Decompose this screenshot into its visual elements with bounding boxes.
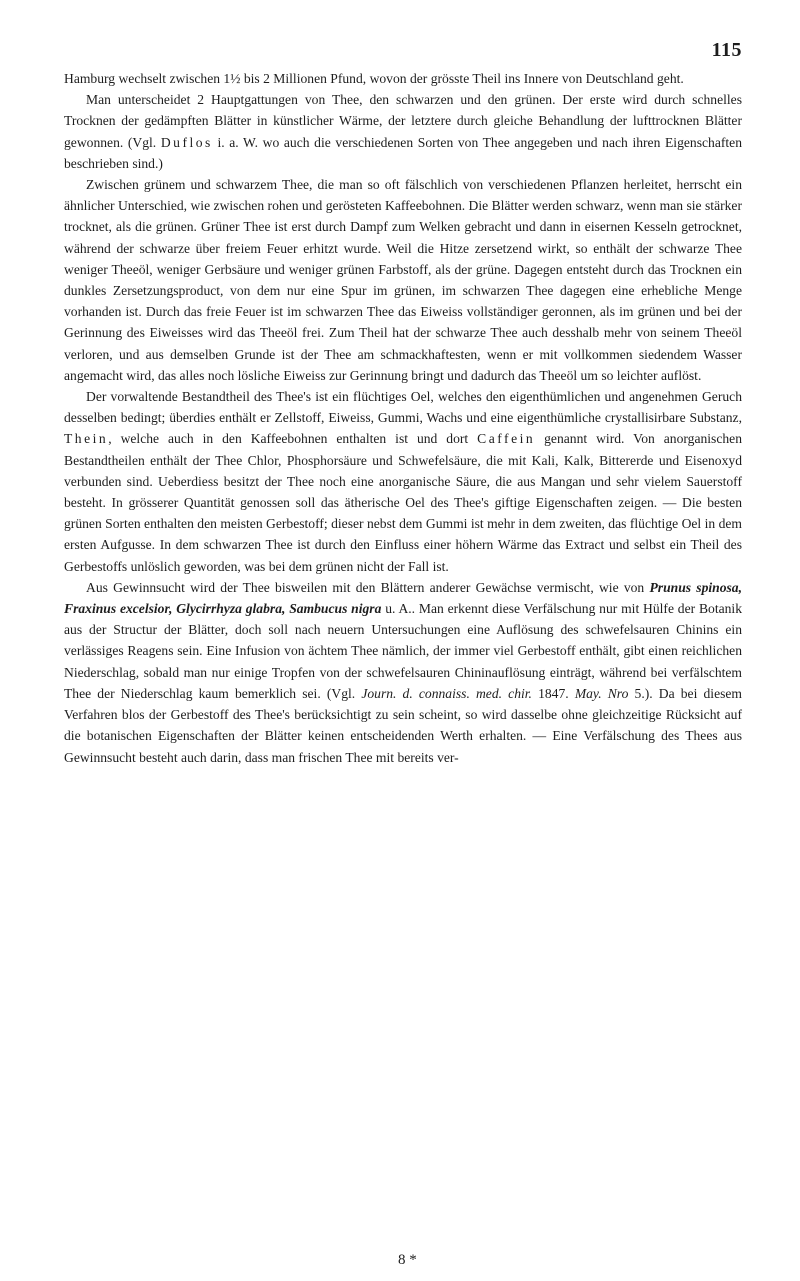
text-run: genannt wird. Von anorganischen Bestandtheilen enthält der Thee Chlor, Phosphorsäure und Schwefelsäure, die mit Kali, Kalk, Bittererde und Eisenoxyd verbunden sind. Ueberdiess besitzt der Thee noch eine anorganische Säure, die aus Mangan und sehr vielem Sauerstoff besteht. In grösserer Quantität genossen soll das ätherische Oel des Thee's giftige Eigenschaften zeigen. — Die besten grünen Sorten enthalten den meisten Gerbestoff; dieser nebst dem Gummi ist mehr in dem zweiten, das flüchtige Oel in dem ersten Aufgusse. In dem schwarzen Thee ist durch den Einfluss einer höhern Wärme das Extract und selbst ein Theil des Gerbestoffs unlöslich geworden, was bei dem grünen nicht der Fall ist. — [64, 431, 743, 574]
text-run: Man unterscheidet 2 Hauptgattungen von Thee, den schwarzen und den grünen. Der erste wird durch schnelles Trocknen der gedämpften Blätter in künstlicher Wärme, der letztere durch gleiche Behandlung der lufttrocknen Blätter gewonnen. (Vgl. — [64, 92, 742, 150]
text-run: Hamburg wechselt zwischen 1½ bis 2 Millionen Pfund, wovon der grösste Theil ins Innere von Deutschland geht. — [64, 71, 684, 86]
text-run: Caffein — [477, 431, 536, 447]
signature-mark: 8 * — [398, 1252, 417, 1268]
body-text — [64, 68, 742, 768]
paragraph — [64, 577, 742, 768]
text-run: Zwischen grünem und schwarzem Thee, die man so oft fälschlich von verschiedenen Pflanzen herleitet, herrscht ein ähnlicher Unterschied, wie zwischen rohen und gerösteten Kaffeebohnen. Die Blätter werden schwarz, wenn man sie stärker trocknet, als die grünen. Grüner Thee ist erst durch Dampf zum Welken gebracht und dann in eisernen Kesseln getrocknet, während der schwarze über freiem Feuer erhitzt wurde. Weil die Hitze zersetzend wirkt, so enthält der schwarze Thee weniger Theeöl, weniger Gerbsäure und weniger grünen Farbstoff, als der grüne. Dagegen entsteht durch das Trocknen ein dunkles Zersetzungsproduct, von dem nur eine Spur im grünen, im schwarzen Thee dagegen eine erhebliche Menge vorhanden ist. Durch das freie Feuer ist im schwarzen Thee das Eiweiss vollständiger geronnen, als im grünen und bei der Gerinnung des Eiweisses wird das Theeöl frei. Zum Theil hat der schwarze Thee auch desshalb mehr von seinem Theeöl verloren, und aus demselben Grunde ist der Thee am schmackhaftesten, wenn er mit vollkommen siedendem Wasser angemacht wird, das alles noch lösliche Eiweiss zur Gerinnung bringt und dadurch das Theeöl um so leichter auflöst. — [64, 177, 742, 383]
paragraph — [64, 386, 742, 577]
page-number: 115 — [711, 39, 742, 61]
paragraph — [64, 68, 742, 89]
text-run: Duflos — [160, 134, 213, 150]
text-run: i. a. W. wo auch die verschiedenen Sorten von Thee angegeben und nach ihren Eigenschaften beschrieben sind.) — [64, 134, 742, 171]
text-run: u. A.. Man erkennt diese Verfälschung nur mit Hülfe der Botanik aus der Structur der Blätter, doch soll nach neuern Untersuchungen eine Auflösung des schwefelsauren Chinins ein verlässiges Reagens sein. Eine Infusion von ächtem Thee nämlich, der immer viel Gerbestoff enthält, gibt einen reichlichen Niederschlag, sobald man nur einige Tropfen von der schwefelsauren Chininauflösung einträgt, während bei verfälschtem Thee der Niederschlag kaum bemerklich sei. (Vgl. — [64, 601, 742, 701]
text-run: May. Nro — [574, 685, 629, 701]
text-run: 5.). Da bei diesem Verfahren blos der Gerbestoff des Thee's berücksichtigt zu sein scheint, so wird dasselbe ohne gleichzeitige Rücksicht auf die botanischen Eigenschaften der Blätter keinen entscheidenden Werth erhalten. — Eine Verfälschung des Thees aus Gewinnsucht besteht auch darin, dass man frischen Thee mit bereits ver- — [64, 685, 743, 765]
text-run: Journ. d. connaiss. med. chir. — [361, 685, 532, 701]
text-run: Der vorwaltende Bestandtheil des Thee's ist ein flüchtiges Oel, welches den eigenthümlichen und angenehmen Geruch desselben bedingt; überdies enthält er Zellstoff, Eiweiss, Gummi, Wachs und eine eigenthümliche crystallisirbare Substanz, — [64, 389, 742, 426]
text-run: , welche auch in den Kaffeebohnen enthalten ist und dort — [108, 431, 478, 447]
text-run: Aus Gewinnsucht wird der Thee bisweilen mit den Blättern anderer Gewächse vermischt, wie von — [86, 579, 650, 595]
text-run: 1847. — [531, 685, 575, 701]
text-run: Thein — [64, 431, 109, 447]
paragraph — [64, 89, 742, 174]
paragraph — [64, 174, 742, 386]
text-run: Prunus spinosa, Fraxinus excelsior, Glycirrhyza glabra, Sambucus nigra — [64, 579, 742, 617]
